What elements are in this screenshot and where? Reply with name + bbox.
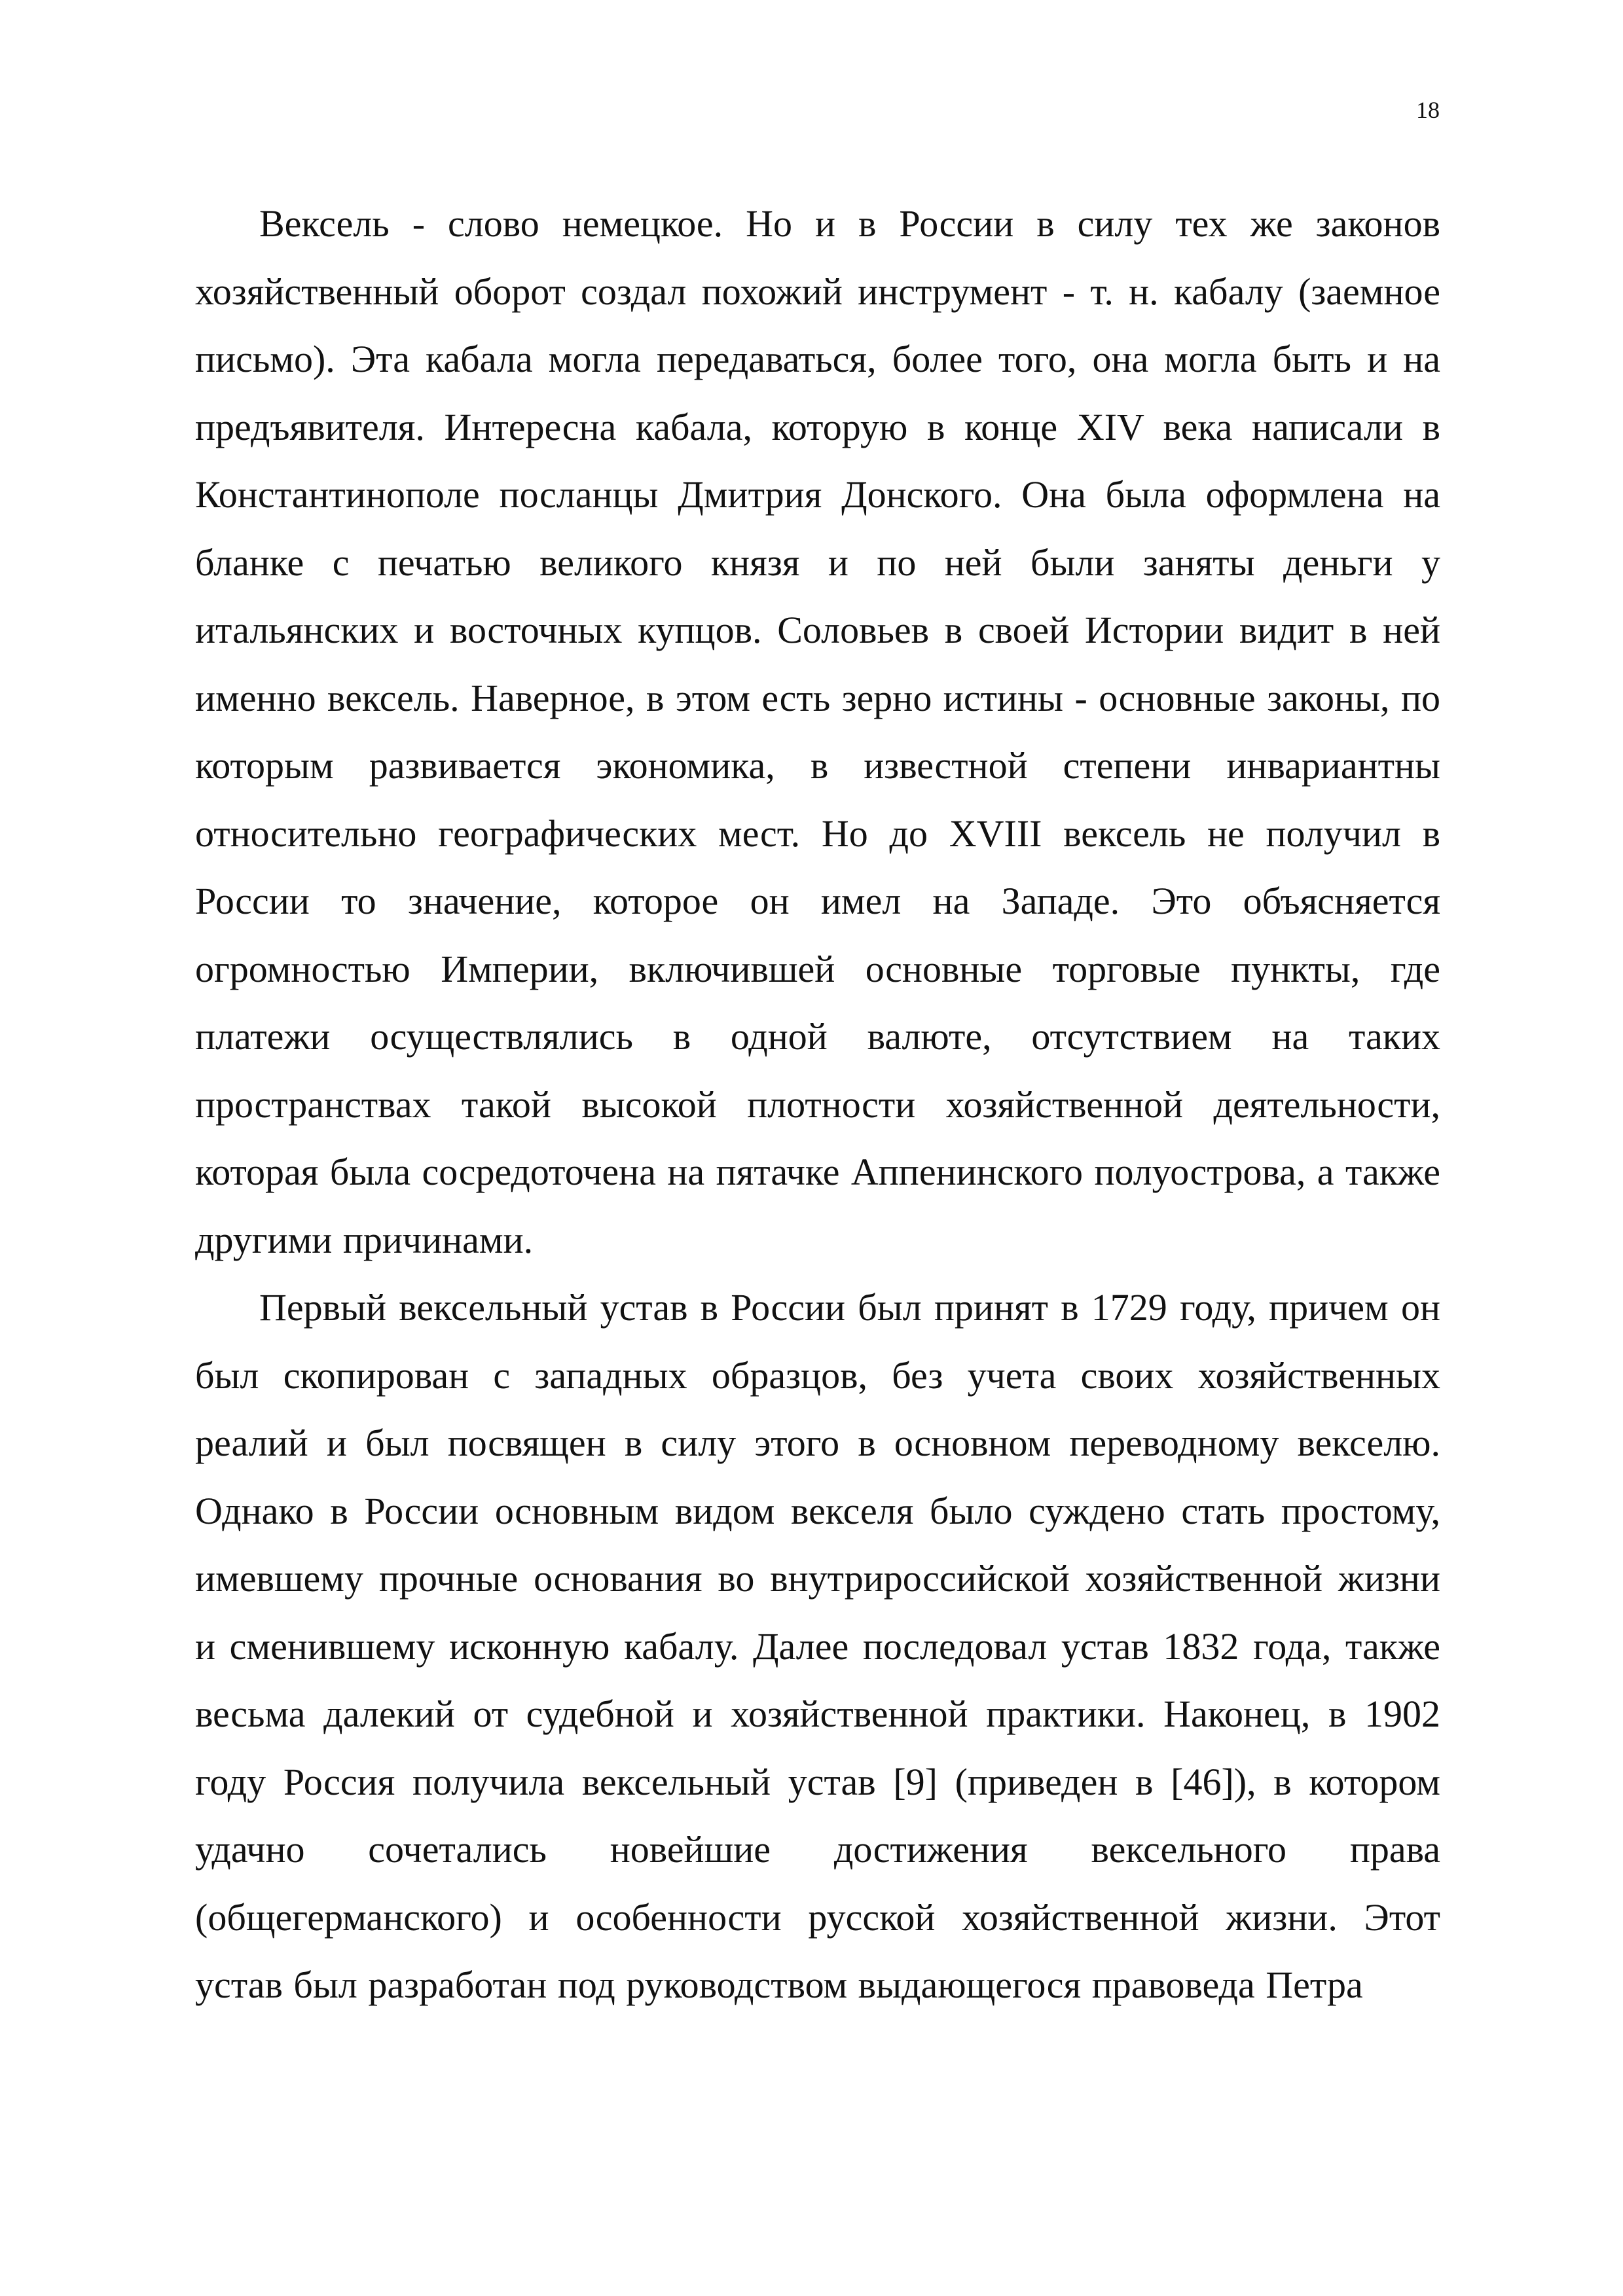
- page-number: 18: [1416, 97, 1440, 123]
- body-text: [195, 190, 1440, 2019]
- paragraph: Первый вексельный устав в России был принят в 1729 году, причем он был скопирован с западных образцов, без учета своих хозяйственных реалий и был посвящен в силу этого в основном переводному векселю. Однако в России основным видом векселя было суждено стать простому, имевшему прочные основания во внутрироссийской хозяйственной жизни и сменившему исконную кабалу. Далее последовал устав 1832 года, также весьма далекий от судебной и хозяйственной практики. Наконец, в 1902 году Россия получила вексельный устав [9] (приведен в [46]), в котором удачно сочетались новейшие достижения вексельного права (общегерманского) и особенности русской хозяйственной жизни. Этот устав был разработан под руководством выдающегося правоведа Петра: [195, 1286, 1440, 2006]
- paragraph: Вексель - слово немецкое. Но и в России в силу тех же законов хозяйственный оборот создал похожий инструмент - т. н. кабалу (заемное письмо). Эта кабала могла передаваться, более того, она могла быть и на предъявителя. Интересна кабала, которую в конце XIV века написали в Константинополе посланцы Дмитрия Донского. Она была оформлена на бланке с печатью великого князя и по ней были заняты деньги у итальянских и восточных купцов. Соловьев в своей Истории видит в ней именно вексель. Наверное, в этом есть зерно истины - основные законы, по которым развивается экономика, в известной степени инвариантны относительно географических мест. Но до XVIII вексель не получил в России то значение, которое он имел на Западе. Это объясняется огромностью Империи, включившей основные торговые пункты, где платежи осуществлялись в одной валюте, отсутствием на таких пространствах такой высокой плотности хозяйственной деятельности, которая была сосредоточена на пятачке Аппенинского полуострова, а также другими причинами.: [195, 202, 1440, 1261]
